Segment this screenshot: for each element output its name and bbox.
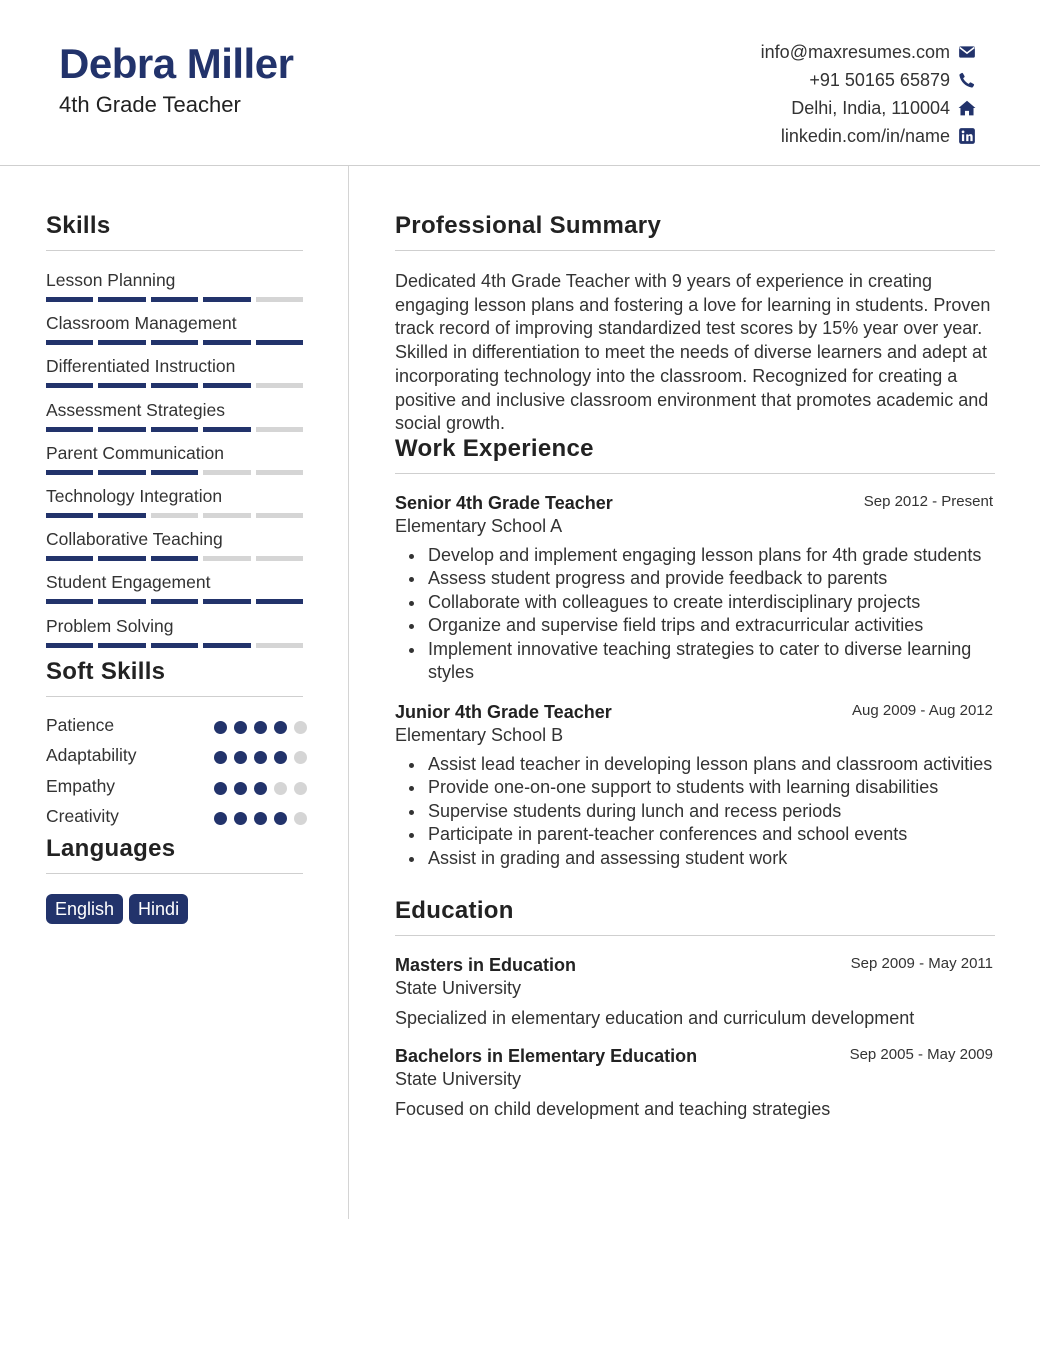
level-segment-empty — [256, 427, 303, 432]
level-segment-filled — [98, 599, 145, 604]
rating-dot-filled — [214, 751, 227, 764]
languages-list — [46, 894, 188, 924]
level-segment-filled — [151, 470, 198, 475]
job-bullet: Implement innovative teaching strategies to cater to diverse learning styles — [395, 638, 995, 685]
soft-skill-item — [46, 745, 303, 769]
job-bullet: Assist lead teacher in developing lesson plans and classroom activities — [395, 753, 995, 776]
education-description: Focused on child development and teaching strategies — [395, 1099, 831, 1119]
level-segment-filled — [98, 427, 145, 432]
job-bullet: Develop and implement engaging lesson plans for 4th grade students — [395, 544, 995, 567]
job-title: Junior 4th Grade Teacher — [395, 702, 612, 722]
rating-dot-filled — [254, 782, 267, 795]
education-header — [395, 1046, 995, 1069]
soft-skill-rating — [214, 721, 307, 734]
soft-skill-name: Patience — [46, 715, 115, 735]
section-rule — [46, 873, 303, 874]
column-divider — [348, 166, 349, 1219]
level-segment-empty — [256, 297, 303, 302]
degree-title: Bachelors in Elementary Education — [395, 1046, 698, 1066]
level-segment-empty — [256, 643, 303, 648]
language-badge: Hindi — [129, 894, 188, 924]
level-segment-filled — [203, 383, 250, 388]
skill-level-bar — [46, 643, 303, 648]
job-title: Senior 4th Grade Teacher — [395, 493, 613, 513]
skill-name: Student Engagement — [46, 572, 211, 593]
job-organization: Elementary School A — [395, 516, 563, 536]
level-segment-empty — [151, 513, 198, 518]
rating-dot-empty — [274, 782, 287, 795]
soft-skill-name: Empathy — [46, 775, 116, 796]
soft-skill-rating — [214, 751, 307, 764]
level-segment-filled — [151, 427, 198, 432]
skill-level-bar — [46, 383, 303, 388]
level-segment-filled — [203, 297, 250, 302]
level-segment-empty — [256, 383, 303, 388]
level-segment-filled — [151, 643, 198, 648]
rating-dot-filled — [274, 812, 287, 825]
skill-level-bar — [46, 599, 303, 604]
summary-section-header — [395, 212, 995, 251]
language-badge: English — [46, 894, 123, 924]
rating-dot-filled — [214, 812, 227, 825]
level-segment-filled — [98, 643, 145, 648]
home-icon — [958, 99, 976, 117]
level-segment-filled — [151, 297, 198, 302]
soft-skill-rating — [214, 782, 307, 795]
degree-title: Masters in Education — [395, 955, 577, 975]
skill-level-bar — [46, 556, 303, 561]
skill-item — [46, 443, 303, 475]
contact-address — [576, 94, 976, 122]
soft-skill-name: Creativity — [46, 805, 119, 826]
level-segment-filled — [98, 383, 145, 388]
work-section-header — [395, 435, 995, 474]
job-bullets — [395, 753, 995, 870]
skill-item — [46, 572, 303, 604]
candidate-title: 4th Grade Teacher — [59, 92, 241, 117]
rating-dot-filled — [254, 812, 267, 825]
level-segment-filled — [151, 340, 198, 345]
skill-level-bar — [46, 513, 303, 518]
skill-level-bar — [46, 340, 303, 345]
rating-dot-filled — [274, 721, 287, 734]
skills-section-header — [46, 212, 303, 251]
level-segment-filled — [46, 556, 93, 561]
education-dates: Sep 2005 - May 2009 — [849, 1046, 993, 1063]
job-bullet: Assess student progress and provide feedback to parents — [395, 567, 995, 590]
level-segment-filled — [151, 383, 198, 388]
skill-name: Problem Solving — [46, 615, 174, 636]
rating-dot-filled — [214, 782, 227, 795]
rating-dot-filled — [234, 721, 247, 734]
skill-name: Technology Integration — [46, 486, 223, 506]
skill-item — [46, 486, 303, 518]
rating-dot-filled — [254, 721, 267, 734]
work-title: Work Experience — [395, 435, 594, 462]
job-entry — [395, 702, 995, 870]
rating-dot-empty — [294, 812, 307, 825]
level-segment-filled — [151, 599, 198, 604]
section-rule — [395, 473, 995, 474]
job-bullet: Provide one-on-one support to students with learning disabilities — [395, 776, 995, 799]
contact-address-text: Delhi, India, 110004 — [791, 97, 950, 118]
job-bullet: Collaborate with colleagues to create interdisciplinary projects — [395, 591, 995, 614]
rating-dot-filled — [234, 782, 247, 795]
level-segment-filled — [46, 383, 93, 388]
job-header — [395, 702, 995, 725]
section-rule — [395, 935, 995, 936]
level-segment-filled — [46, 470, 93, 475]
job-dates: Aug 2009 - Aug 2012 — [852, 702, 993, 719]
contact-email[interactable] — [576, 38, 976, 66]
soft-skill-name: Adaptability — [46, 745, 137, 766]
skill-level-bar — [46, 427, 303, 432]
skill-item — [46, 616, 303, 648]
contact-linkedin-text: linkedin.com/in/name — [780, 125, 950, 146]
level-segment-filled — [46, 513, 93, 518]
linkedin-icon — [958, 127, 976, 145]
education-section-header — [395, 897, 995, 936]
section-rule — [395, 250, 995, 251]
summary-title: Professional Summary — [395, 212, 662, 239]
level-segment-filled — [203, 599, 250, 604]
skill-item — [46, 356, 303, 388]
skill-level-bar — [46, 470, 303, 475]
skill-name: Lesson Planning — [46, 270, 176, 290]
school-name: State University — [395, 1069, 522, 1089]
soft-skills-section-header — [46, 658, 303, 697]
level-segment-filled — [203, 643, 250, 648]
skill-item — [46, 529, 303, 561]
education-entry — [395, 1046, 995, 1120]
soft-skill-item — [46, 776, 303, 800]
education-dates: Sep 2009 - May 2011 — [850, 955, 993, 972]
soft-skill-rating — [214, 812, 307, 825]
level-segment-filled — [256, 340, 303, 345]
soft-skills-title: Soft Skills — [46, 658, 166, 685]
level-segment-empty — [256, 556, 303, 561]
level-segment-filled — [98, 470, 145, 475]
education-entry — [395, 955, 995, 1029]
school-name: State University — [395, 978, 522, 998]
contact-email-text: info@maxresumes.com — [760, 41, 950, 62]
level-segment-filled — [203, 427, 250, 432]
skill-level-bar — [46, 297, 303, 302]
phone-icon — [958, 71, 976, 89]
job-dates: Sep 2012 - Present — [863, 493, 993, 510]
education-header — [395, 955, 995, 978]
rating-dot-empty — [294, 782, 307, 795]
rating-dot-filled — [234, 751, 247, 764]
rating-dot-filled — [214, 721, 227, 734]
job-bullet: Organize and supervise field trips and extracurricular activities — [395, 614, 995, 637]
level-segment-empty — [203, 470, 250, 475]
languages-title: Languages — [46, 835, 176, 862]
candidate-name: Debra Miller — [59, 40, 294, 87]
contact-phone-text: +91 50165 65879 — [809, 69, 950, 90]
level-segment-filled — [46, 297, 93, 302]
level-segment-filled — [46, 643, 93, 648]
level-segment-filled — [98, 340, 145, 345]
level-segment-empty — [256, 470, 303, 475]
envelope-icon — [958, 43, 976, 61]
level-segment-filled — [98, 513, 145, 518]
summary-text: Dedicated 4th Grade Teacher with 9 years of experience in creating engaging lesson plans and fostering a love for learning in students. Proven track record of improving standardized test scores by 15% year over year. Skilled in differentiation to meet the needs of diverse learners and adept at incorporating technology into the classroom. Recognized for creating a positive and inclusive classroom environment that promotes academic and social growth. — [395, 271, 991, 434]
level-segment-filled — [46, 599, 93, 604]
level-segment-filled — [256, 599, 303, 604]
contact-phone[interactable] — [576, 66, 976, 94]
level-segment-filled — [203, 340, 250, 345]
education-description: Specialized in elementary education and curriculum development — [395, 1008, 915, 1028]
level-segment-filled — [98, 556, 145, 561]
rating-dot-empty — [294, 721, 307, 734]
job-header — [395, 493, 995, 516]
skill-name: Differentiated Instruction — [46, 356, 236, 377]
contact-block — [576, 38, 976, 150]
soft-skill-item — [46, 806, 303, 830]
level-segment-filled — [151, 556, 198, 561]
rating-dot-filled — [234, 812, 247, 825]
job-bullet: Participate in parent-teacher conferences and school events — [395, 823, 995, 846]
rating-dot-empty — [294, 751, 307, 764]
rating-dot-filled — [254, 751, 267, 764]
level-segment-filled — [98, 297, 145, 302]
job-organization: Elementary School B — [395, 725, 564, 745]
skill-name: Parent Communication — [46, 442, 224, 463]
level-segment-filled — [46, 427, 93, 432]
job-bullet: Assist in grading and assessing student work — [395, 847, 995, 870]
skill-item — [46, 400, 303, 432]
skill-name: Assessment Strategies — [46, 399, 225, 420]
level-segment-empty — [203, 556, 250, 561]
job-bullet: Supervise students during lunch and recess periods — [395, 800, 995, 823]
languages-section-header — [46, 835, 303, 874]
skill-item — [46, 313, 303, 345]
skill-name: Collaborative Teaching — [46, 529, 223, 550]
skill-item — [46, 270, 303, 302]
soft-skill-item — [46, 715, 303, 739]
contact-linkedin[interactable] — [576, 122, 976, 150]
education-title: Education — [395, 897, 514, 924]
level-segment-empty — [256, 513, 303, 518]
resume-header — [0, 0, 1040, 166]
skill-name: Classroom Management — [46, 313, 237, 334]
level-segment-filled — [46, 340, 93, 345]
section-rule — [46, 696, 303, 697]
level-segment-empty — [203, 513, 250, 518]
rating-dot-filled — [274, 751, 287, 764]
section-rule — [46, 250, 303, 251]
job-entry — [395, 493, 995, 684]
skills-title: Skills — [46, 212, 111, 239]
job-bullets — [395, 544, 995, 684]
